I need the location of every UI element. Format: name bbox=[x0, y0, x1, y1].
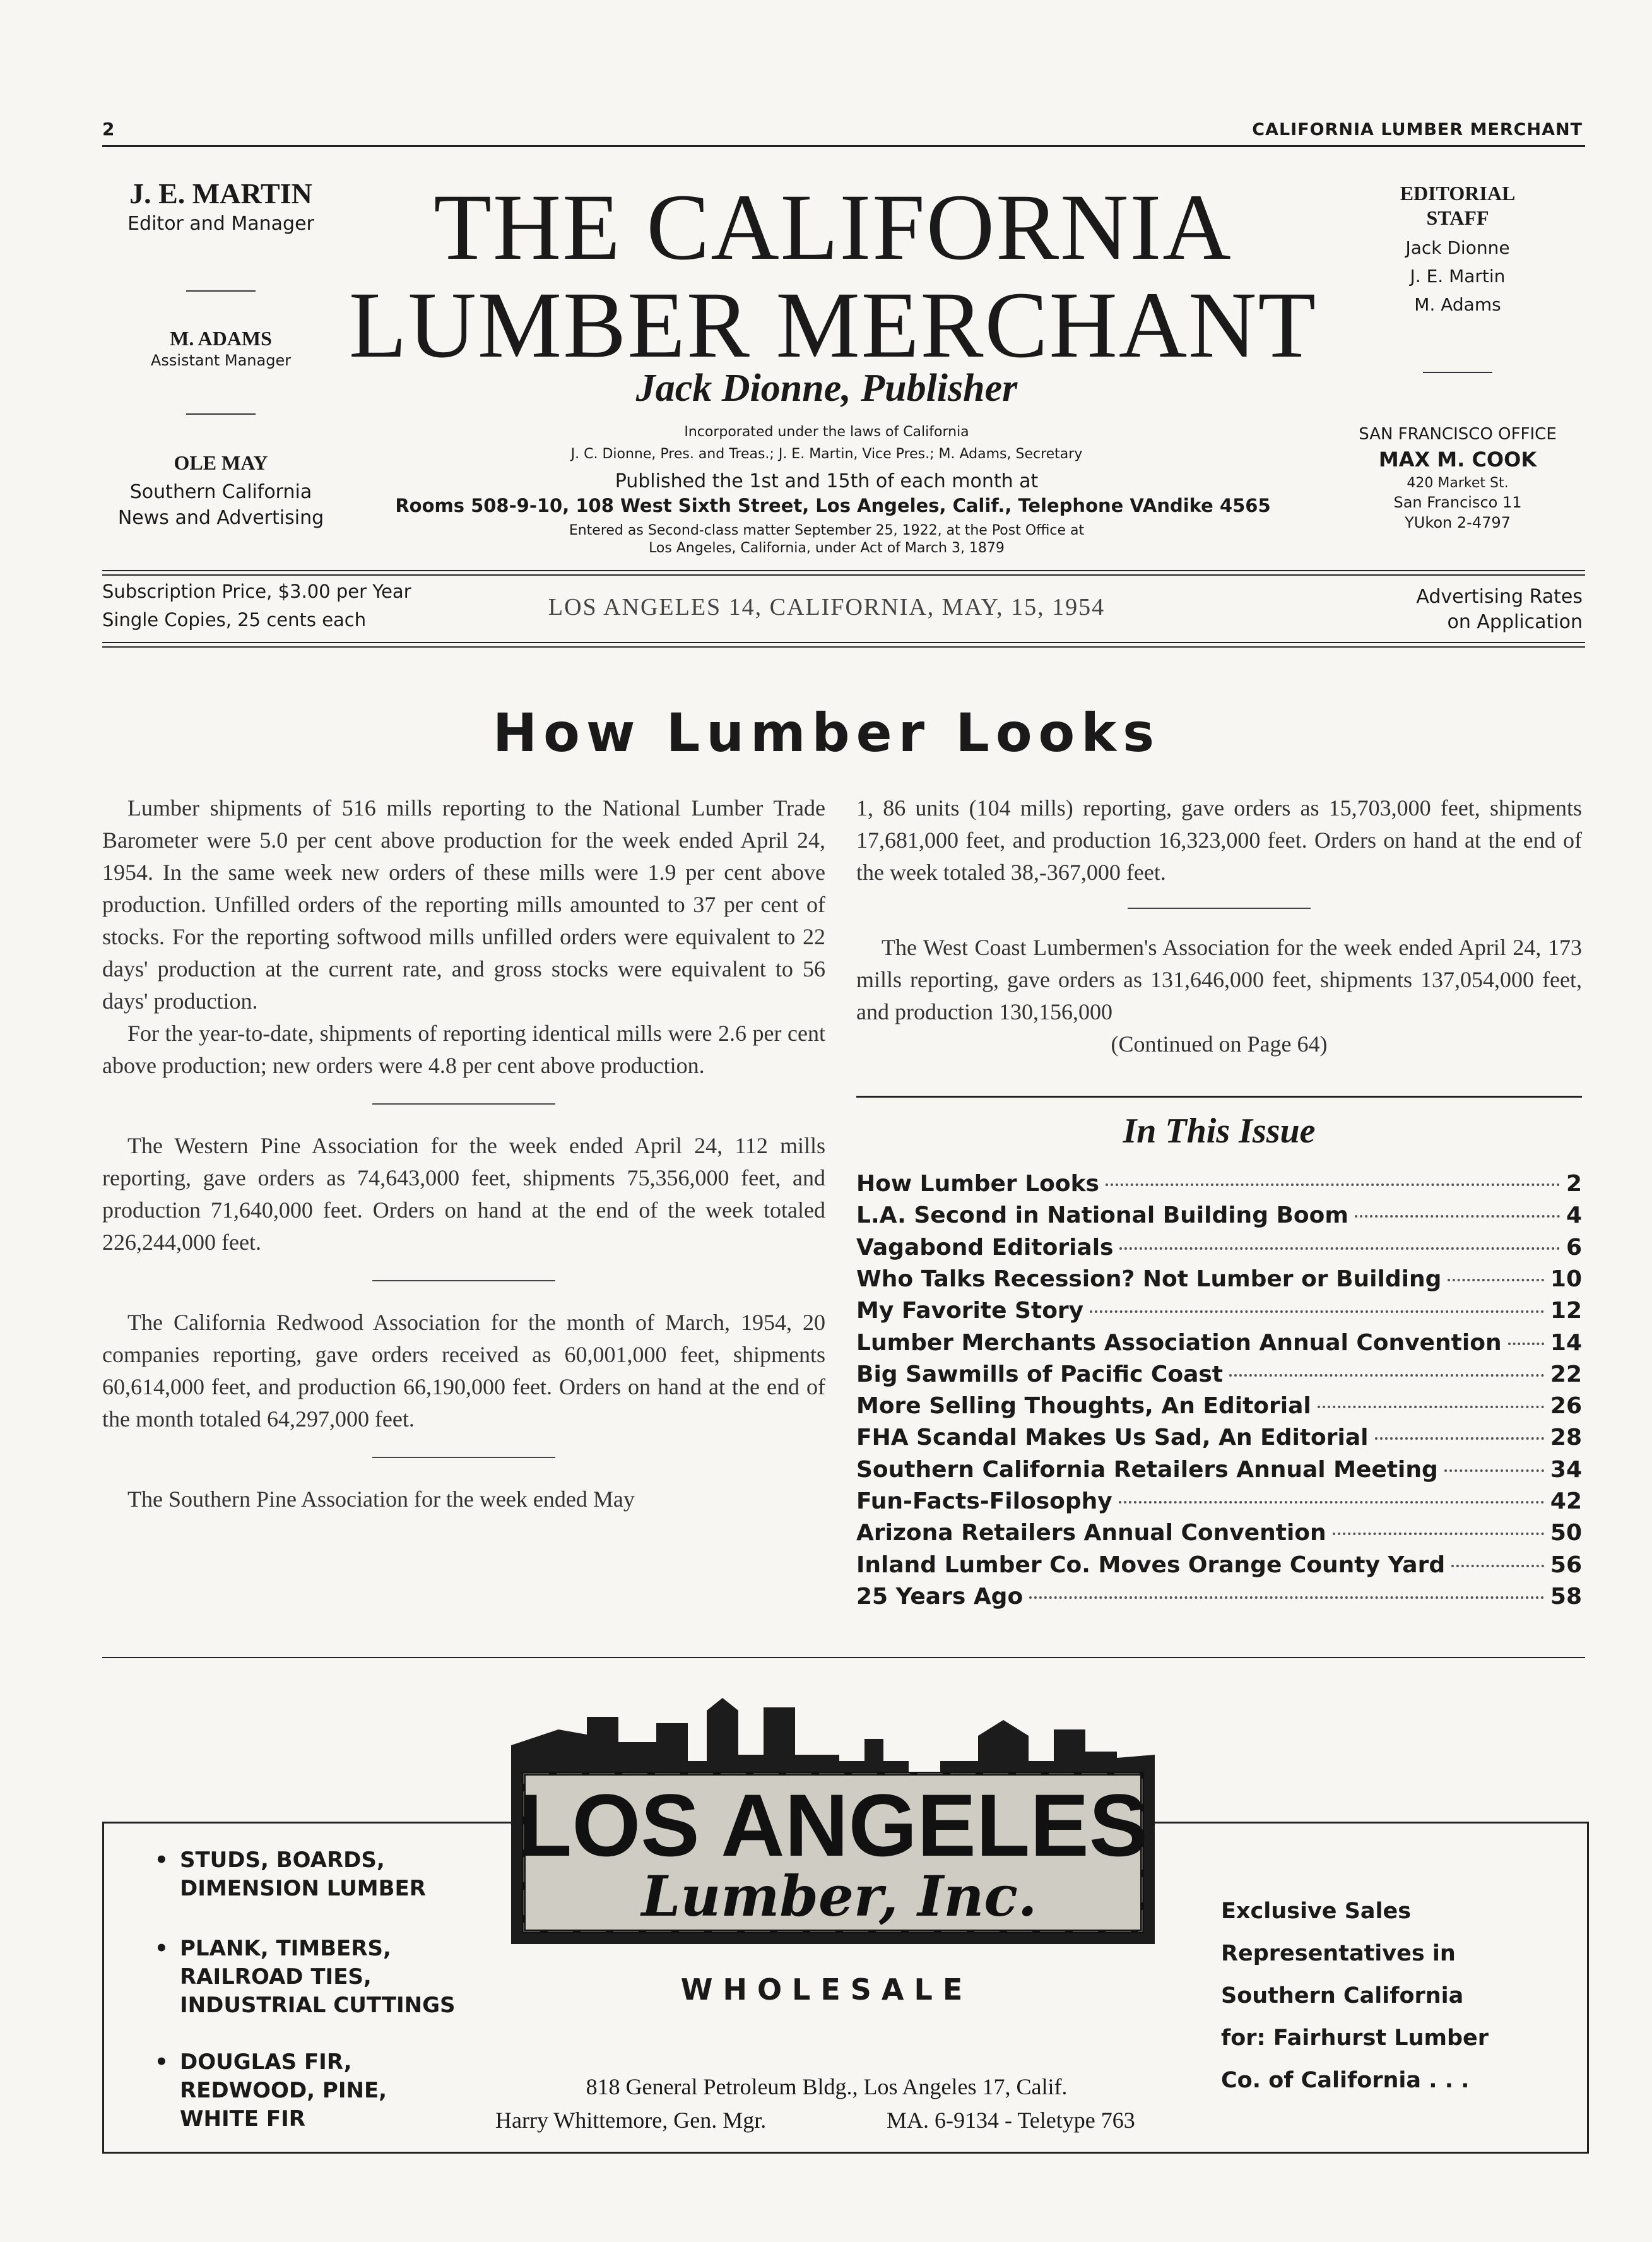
toc-leader-dots bbox=[1508, 1343, 1544, 1345]
toc-rule bbox=[856, 1096, 1582, 1098]
ad-bullet-line: INDUSTRIAL CUTTINGS bbox=[180, 1993, 456, 2018]
toc-entry-title: Fun-Facts-Filosophy bbox=[856, 1488, 1112, 1514]
ad-bullet-line: DOUGLAS FIR, bbox=[180, 2049, 352, 2075]
toc-entry bbox=[856, 1266, 1582, 1298]
ad-right-text bbox=[1221, 1890, 1489, 2102]
toc-leader-dots bbox=[1451, 1565, 1544, 1567]
toc-entry-title: FHA Scandal Makes Us Sad, An Editorial bbox=[856, 1425, 1369, 1451]
sf-office-address: 420 Market St. bbox=[1407, 475, 1509, 491]
ad-right-line: Representatives in bbox=[1221, 1941, 1456, 1966]
article-right-column bbox=[856, 792, 1582, 1060]
toc-entry-title: Big Sawmills of Pacific Coast bbox=[856, 1361, 1224, 1387]
toc-entry bbox=[856, 1393, 1582, 1425]
sf-office-address: San Francisco 11 bbox=[1393, 494, 1522, 511]
toc-leader-dots bbox=[1375, 1437, 1544, 1440]
entered-line: Los Angeles, California, under Act of March 3, 1879 bbox=[649, 540, 1005, 556]
ad-phone: MA. 6-9134 - Teletype 763 bbox=[887, 2108, 1135, 2133]
logo-script: Lumber, Inc. bbox=[641, 1863, 1037, 1929]
toc-leader-dots bbox=[1318, 1406, 1544, 1408]
toc-heading: In This Issue bbox=[1123, 1112, 1316, 1151]
toc-leader-dots bbox=[1119, 1501, 1544, 1504]
bullet-icon: • bbox=[155, 1936, 168, 1961]
editor-name: J. E. MARTIN bbox=[129, 177, 312, 210]
toc-entry-page: 28 bbox=[1550, 1425, 1582, 1451]
divider bbox=[186, 290, 256, 292]
bullet-icon: • bbox=[155, 1848, 168, 1873]
dateline: LOS ANGELES 14, CALIFORNIA, MAY, 15, 1954 bbox=[548, 594, 1106, 620]
toc-entry-page: 42 bbox=[1550, 1488, 1582, 1514]
toc-entry-title: 25 Years Ago bbox=[856, 1583, 1024, 1610]
toc-entry-page: 2 bbox=[1566, 1171, 1582, 1197]
subscription-price: Subscription Price, $3.00 per Year bbox=[102, 581, 411, 602]
single-copies: Single Copies, 25 cents each bbox=[102, 609, 367, 631]
ad-bullet-line: WHITE FIR bbox=[180, 2106, 305, 2132]
bullet-icon: • bbox=[155, 2049, 168, 2075]
article-paragraph: Lumber shipments of 516 mills reporting to the National Lumber Trade Barometer were 5.0 per cent above production for the week ended April 24, 1954. In the same week new orders of these mills were 1.9 per cent above production. Unfilled orders of the reporting mills amounted to 37 per cent of stocks. For the reporting softwood mills unfilled orders were equivalent to 22 days' production at the current rate, and gross stocks were equivalent to 56 days' production. bbox=[102, 795, 825, 1014]
toc-entry-title: Who Talks Recession? Not Lumber or Building bbox=[856, 1266, 1442, 1292]
toc-entry-page: 56 bbox=[1550, 1551, 1582, 1578]
toc-entry-title: My Favorite Story bbox=[856, 1298, 1084, 1324]
article-paragraph: The Southern Pine Association for the week ended May bbox=[127, 1486, 635, 1512]
masthead-line-2: LUMBER MERCHANT bbox=[348, 273, 1318, 377]
section-divider bbox=[372, 1103, 555, 1105]
ad-bullet-line: STUDS, BOARDS, bbox=[180, 1848, 385, 1873]
section-divider bbox=[372, 1457, 555, 1458]
toc-entry-page: 4 bbox=[1566, 1202, 1582, 1229]
staff-member: Jack Dionne bbox=[1405, 237, 1510, 258]
section-rule bbox=[102, 1657, 1585, 1658]
toc-entry bbox=[856, 1552, 1582, 1584]
dateline-rule-bottom bbox=[102, 642, 1585, 643]
officers: J. C. Dionne, Pres. and Treas.; J. E. Martin, Vice Pres.; M. Adams, Secretary bbox=[570, 446, 1083, 462]
southern-name: OLE MAY bbox=[174, 451, 268, 474]
divider bbox=[186, 413, 256, 415]
article-left-column bbox=[102, 792, 825, 1515]
advertising-rates: Advertising Rates bbox=[1416, 586, 1583, 608]
toc-entry-title: Vagabond Editorials bbox=[856, 1234, 1114, 1260]
toc-entry-page: 6 bbox=[1566, 1234, 1582, 1260]
toc-entry-title: How Lumber Looks bbox=[856, 1171, 1099, 1197]
staff-member: M. Adams bbox=[1414, 294, 1501, 315]
divider bbox=[1423, 372, 1492, 373]
toc-entry bbox=[856, 1520, 1582, 1551]
ad-bullet-line: PLANK, TIMBERS, bbox=[180, 1936, 391, 1961]
toc-leader-dots bbox=[1119, 1247, 1559, 1250]
article-headline: How Lumber Looks bbox=[492, 702, 1161, 764]
header-rule bbox=[102, 145, 1585, 147]
toc-leader-dots bbox=[1444, 1469, 1544, 1472]
ad-bullet-line: DIMENSION LUMBER bbox=[180, 1876, 426, 1901]
toc-entry bbox=[856, 1171, 1582, 1202]
southern-role: News and Advertising bbox=[117, 507, 324, 529]
toc-entry bbox=[856, 1298, 1582, 1329]
ad-right-line: for: Fairhurst Lumber bbox=[1221, 2026, 1489, 2051]
toc-entry bbox=[856, 1202, 1582, 1234]
toc-entry-page: 14 bbox=[1550, 1329, 1582, 1356]
toc-entry bbox=[856, 1235, 1582, 1266]
toc-leader-dots bbox=[1229, 1374, 1544, 1377]
publisher-line: Jack Dionne, Publisher bbox=[635, 367, 1018, 410]
address-line: Rooms 508-9-10, 108 West Sixth Street, Los Angeles, Calif., Telephone VAndike 4565 bbox=[395, 495, 1271, 516]
sf-office-heading: SAN FRANCISCO OFFICE bbox=[1359, 425, 1557, 444]
dateline-rule-top bbox=[102, 574, 1585, 576]
toc-entry-title: Arizona Retailers Annual Convention bbox=[856, 1520, 1326, 1546]
editorial-heading: STAFF bbox=[1426, 206, 1489, 229]
toc-entry bbox=[856, 1488, 1582, 1520]
dateline-rule-top bbox=[102, 570, 1585, 571]
ad-manager: Harry Whittemore, Gen. Mgr. bbox=[495, 2108, 767, 2133]
continued-note: (Continued on Page 64) bbox=[1111, 1031, 1328, 1057]
entered-line: Entered as Second-class matter September 25, 1922, at the Post Office at bbox=[569, 523, 1085, 538]
sf-office-name: MAX M. COOK bbox=[1378, 448, 1537, 472]
toc-entry bbox=[856, 1361, 1582, 1393]
article-paragraph: The West Coast Lumbermen's Association for the week ended April 24, 173 mills reporting, gave orders as 131,646,000 feet, shipments 137,054,000 feet, and production 130,156,000 bbox=[856, 935, 1582, 1024]
toc-entry-page: 22 bbox=[1550, 1361, 1582, 1387]
running-title: CALIFORNIA LUMBER MERCHANT bbox=[1252, 120, 1583, 139]
advertising-rates: on Application bbox=[1447, 611, 1583, 633]
section-divider bbox=[1128, 908, 1311, 909]
ad-bullet-line: RAILROAD TIES, bbox=[180, 1964, 372, 1990]
toc-entry-page: 58 bbox=[1550, 1583, 1582, 1610]
toc-entry-title: Lumber Merchants Association Annual Convention bbox=[856, 1329, 1502, 1356]
ad-bullet-line: REDWOOD, PINE, bbox=[180, 2078, 387, 2103]
toc-entry-page: 50 bbox=[1550, 1520, 1582, 1546]
article-paragraph: The Western Pine Association for the week ended April 24, 112 mills reporting, gave orders as 74,643,000 feet, shipments 75,356,000 feet, and production 71,640,000 feet. Orders on hand at the end of the week totaled 226,244,000 feet. bbox=[102, 1133, 825, 1255]
editor-role: Editor and Manager bbox=[127, 213, 314, 235]
ad-bullet-item bbox=[155, 1846, 426, 1903]
toc-entry-page: 10 bbox=[1550, 1266, 1582, 1292]
ad-right-line: Exclusive Sales bbox=[1221, 1899, 1412, 1924]
toc-entry bbox=[856, 1584, 1582, 1615]
staff-member: J. E. Martin bbox=[1410, 266, 1506, 287]
incorporated: Incorporated under the laws of California bbox=[684, 424, 969, 440]
right-staff-box bbox=[1319, 182, 1596, 531]
page-number: 2 bbox=[102, 119, 115, 139]
assistant-name: M. ADAMS bbox=[170, 327, 272, 350]
masthead-line-1: THE CALIFORNIA bbox=[434, 175, 1232, 280]
toc-entry-page: 12 bbox=[1550, 1298, 1582, 1324]
toc-entry-title: L.A. Second in National Building Boom bbox=[856, 1202, 1348, 1229]
ad-right-line: Southern California bbox=[1221, 1983, 1464, 2008]
ad-right-line: Co. of California . . . bbox=[1221, 2068, 1470, 2093]
toc-entry-page: 26 bbox=[1550, 1393, 1582, 1420]
southern-role: Southern California bbox=[129, 481, 312, 503]
los-angeles-lumber-logo bbox=[499, 1692, 1174, 1995]
ad-bullet-item bbox=[155, 2048, 387, 2133]
wholesale-label: WHOLESALE bbox=[680, 1972, 973, 2007]
article-paragraph: For the year-to-date, shipments of reporting identical mills were 2.6 per cent above production; new orders were 4.8 per cent above production. bbox=[102, 1021, 825, 1078]
toc-entry-title: Southern California Retailers Annual Meeting bbox=[856, 1456, 1438, 1483]
assistant-role: Assistant Manager bbox=[150, 352, 292, 369]
toc-leader-dots bbox=[1029, 1596, 1544, 1599]
toc-entry bbox=[856, 1425, 1582, 1456]
toc-entry bbox=[856, 1330, 1582, 1361]
left-staff-box bbox=[88, 177, 353, 529]
toc-entry-title: Inland Lumber Co. Moves Orange County Yard bbox=[856, 1551, 1446, 1578]
logo-wordmark: LOS ANGELES bbox=[517, 1776, 1148, 1875]
sf-office-phone: YUkon 2-4797 bbox=[1405, 514, 1511, 531]
toc-entry-page: 34 bbox=[1550, 1456, 1582, 1483]
ad-address: 818 General Petroleum Bldg., Los Angeles 17, Calif. bbox=[586, 2074, 1068, 2099]
toc-entry bbox=[856, 1457, 1582, 1488]
published-line: Published the 1st and 15th of each month at bbox=[615, 470, 1039, 492]
section-divider bbox=[372, 1280, 555, 1281]
toc-leader-dots bbox=[1106, 1183, 1560, 1186]
article-paragraph: 1, 86 units (104 mills) reporting, gave orders as 15,703,000 feet, shipments 17,681,000 feet, and production 16,323,000 feet. Orders on hand at the end of the week totaled 38,-367,000 feet. bbox=[856, 795, 1582, 885]
article-paragraph: The California Redwood Association for the month of March, 1954, 20 companies reporting, gave orders received as 60,001,000 feet, shipments 60,614,000 feet, and production 66,190,000 feet. Orders on hand at the end of the month totaled 64,297,000 feet. bbox=[102, 1310, 825, 1432]
dateline-rule-bottom bbox=[102, 646, 1585, 648]
toc-leader-dots bbox=[1333, 1533, 1544, 1535]
toc-leader-dots bbox=[1355, 1215, 1560, 1218]
toc-entry-title: More Selling Thoughts, An Editorial bbox=[856, 1393, 1311, 1420]
toc-leader-dots bbox=[1090, 1310, 1544, 1313]
toc-leader-dots bbox=[1448, 1279, 1544, 1281]
ad-bullet-item bbox=[155, 1935, 456, 2020]
editorial-heading: EDITORIAL bbox=[1400, 182, 1516, 205]
